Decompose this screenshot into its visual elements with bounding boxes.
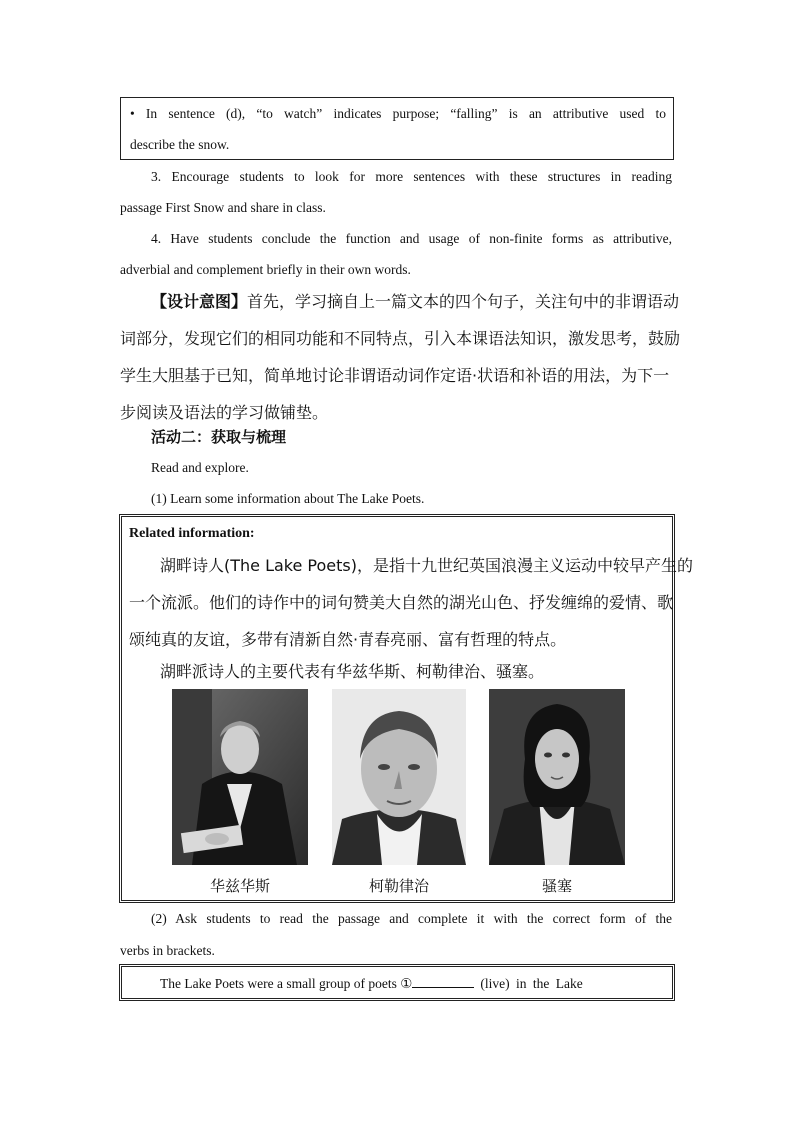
portrait-coleridge-image	[332, 689, 466, 865]
related-line-2: 一个流派。他们的诗作中的词句赞美大自然的湖光山色、抒发缠绵的爱情、歌	[129, 593, 674, 612]
passage-box	[119, 964, 675, 1001]
task-2-line-1: (2) Ask students to read the passage and complete it with the correct form of the	[151, 911, 672, 926]
caption-southey: 骚塞	[541, 877, 572, 895]
passage-text-start: The Lake Poets were a small group of poets ①	[160, 976, 413, 991]
step-3-line-2: passage First Snow and share in class.	[120, 200, 326, 215]
related-line-4: 湖畔派诗人的主要代表有华兹华斯、柯勒律治、骚塞。	[160, 662, 545, 681]
note-line-2: describe the snow.	[130, 137, 230, 152]
related-line-3: 颂纯真的友谊，多带有清新自然·青春亮丽、富有哲理的特点。	[129, 630, 567, 649]
design-intent-line-2: 词部分，发现它们的相同功能和不同特点，引入本课语法知识，激发思考，鼓励	[120, 329, 681, 348]
portrait-southey	[489, 689, 625, 865]
portrait-wordsworth	[172, 689, 308, 865]
step-3-line-1: 3. Encourage students to look for more sentences with these structures in reading	[151, 169, 672, 184]
design-intent-line-3: 学生大胆基于已知，简单地讨论非谓语动词作定语·状语和补语的用法，为下一	[120, 366, 670, 385]
design-intent-line-4: 步阅读及语法的学习做铺垫。	[120, 403, 329, 422]
task-1-instruction: (1) Learn some information about The Lake Poets.	[151, 491, 425, 506]
portrait-coleridge	[332, 689, 466, 865]
design-intent-line-1	[151, 283, 680, 320]
passage-text-end: (live) in the Lake	[480, 976, 583, 991]
step-4-line-1: 4. Have students conclude the function and usage of non-finite forms as attributive,	[151, 231, 672, 246]
task-2-line-2: verbs in brackets.	[120, 943, 215, 958]
portrait-southey-image	[489, 689, 625, 865]
step-4-line-2: adverbial and complement briefly in their own words.	[120, 262, 411, 277]
portrait-wordsworth-image	[172, 689, 308, 865]
blank-1[interactable]	[412, 973, 474, 988]
related-line-1: 湖畔诗人(The Lake Poets)，是指十九世纪英国浪漫主义运动中较早产生的	[160, 556, 693, 575]
design-intent-text: 首先，学习摘自上一篇文本的四个句子，关注句中的非谓语动	[247, 292, 680, 311]
design-intent-label: 【设计意图】	[151, 292, 248, 311]
caption-coleridge: 柯勒律治	[368, 877, 429, 895]
read-and-explore: Read and explore.	[151, 460, 249, 475]
passage-line-1	[160, 967, 583, 1001]
note-box	[120, 97, 674, 160]
caption-wordsworth: 华兹华斯	[209, 877, 270, 895]
note-line-1: • In sentence (d), “to watch” indicates purpose; “falling” is an attributive used to	[130, 106, 666, 121]
related-information-heading: Related information:	[129, 526, 255, 541]
activity-2-title: 活动二：获取与梳理	[151, 428, 287, 446]
related-information-box	[119, 514, 693, 903]
